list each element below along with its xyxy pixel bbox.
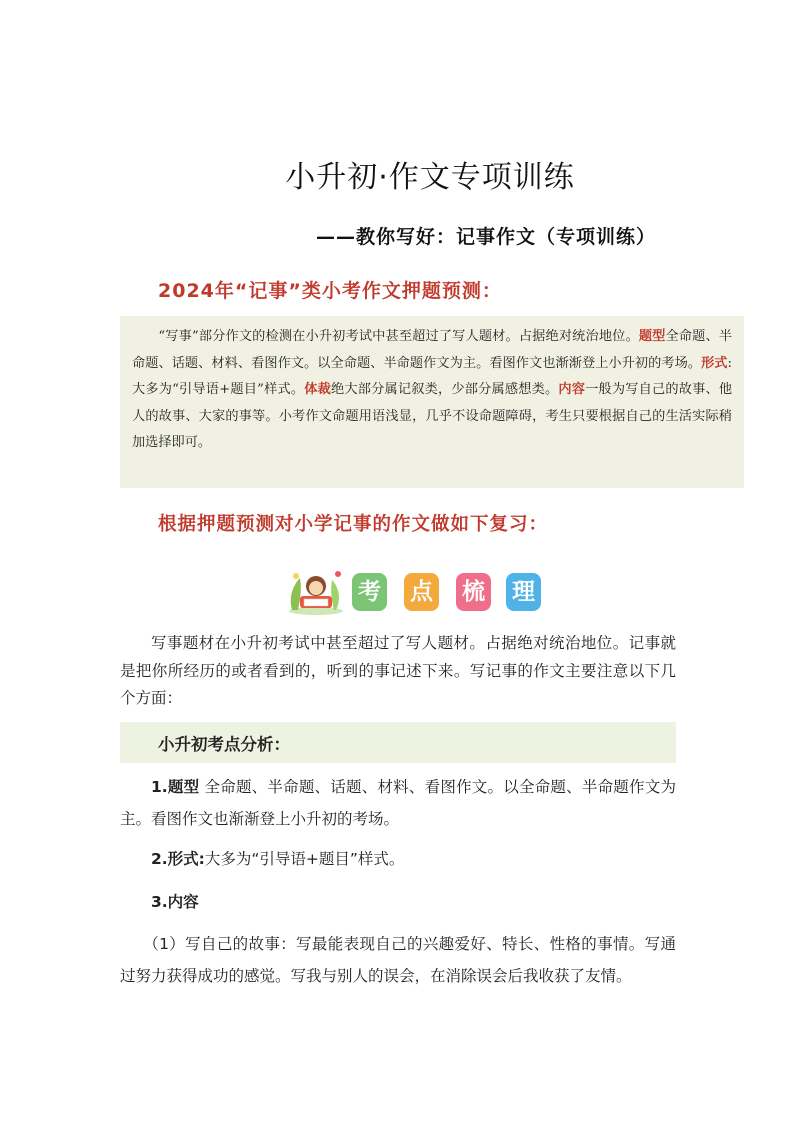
item-type-label: 1.题型: [151, 778, 200, 796]
prediction-content-text: 一般为写自己的故事、他人的故事、大家的事等。小考作文命题用语浅显，几乎不设命题障碍，考生只要根据自己的生活实际稍加选择即可。: [132, 382, 733, 450]
tile-kao: 考: [352, 573, 387, 611]
tile-li: 理: [506, 573, 541, 611]
keyword-genre: 体裁: [304, 382, 331, 397]
item-content-label: 3.内容: [151, 893, 199, 911]
item-form-paragraph: [120, 843, 676, 875]
keyword-form: 形式: [701, 355, 728, 371]
prediction-form-text: :大多为“引导语+题目”样式。: [132, 355, 732, 397]
item-type-text: 全命题、半命题、话题、材料、看图作文。以全命题、半命题作文为主。看图作文也渐渐登上小升初的考场。: [120, 778, 676, 828]
prediction-box: [120, 316, 744, 488]
prediction-genre-text: 绝大部分属记叙类，少部分属感想类。: [330, 382, 559, 397]
page-subtitle: ——教你写好：记事作文（专项训练）: [316, 226, 657, 248]
analysis-heading: 小升初考点分析：: [158, 735, 290, 754]
review-heading: 根据押题预测对小学记事的作文做如下复习：: [158, 514, 549, 535]
tile-dian: 点: [404, 573, 439, 611]
keyword-content: 内容: [558, 382, 586, 397]
item-form-text: 大多为“引导语+题目”样式。: [204, 850, 405, 868]
key-points-banner: [286, 566, 546, 616]
reading-girl-illustration: [286, 566, 346, 616]
item-content-detail: （1）写自己的故事：写最能表现自己的兴趣爱好、特长、性格的事情。写通过努力获得成功的感觉。写我与别人的误会，在消除误会后我收获了友情。: [120, 935, 676, 985]
item-content-paragraph: [120, 886, 676, 918]
item-type-paragraph: [120, 771, 676, 835]
item-form-label: 2.形式:: [151, 850, 205, 868]
tile-shu: 梳: [456, 573, 491, 611]
prediction-heading: 2024年“记事”类小考作文押题预测：: [158, 280, 502, 302]
prediction-type-text: 全命题、半命题、话题、材料、看图作文。以全命题、半命题作文为主。看图作文也渐渐登上小升初的考场。: [132, 329, 733, 371]
intro-paragraph: 写事题材在小升初考试中甚至超过了写人题材。占据绝对统治地位。记事就是把你所经历的或者看到的，听到的事记述下来。写记事的作文主要注意以下几个方面：: [120, 634, 676, 707]
keyword-type: 题型: [638, 329, 666, 344]
page-title: 小升初·作文专项训练: [285, 160, 575, 195]
prediction-intro: “写事”部分作文的检测在小升初考试中甚至超过了写人题材。占据绝对统治地位。: [158, 329, 639, 344]
